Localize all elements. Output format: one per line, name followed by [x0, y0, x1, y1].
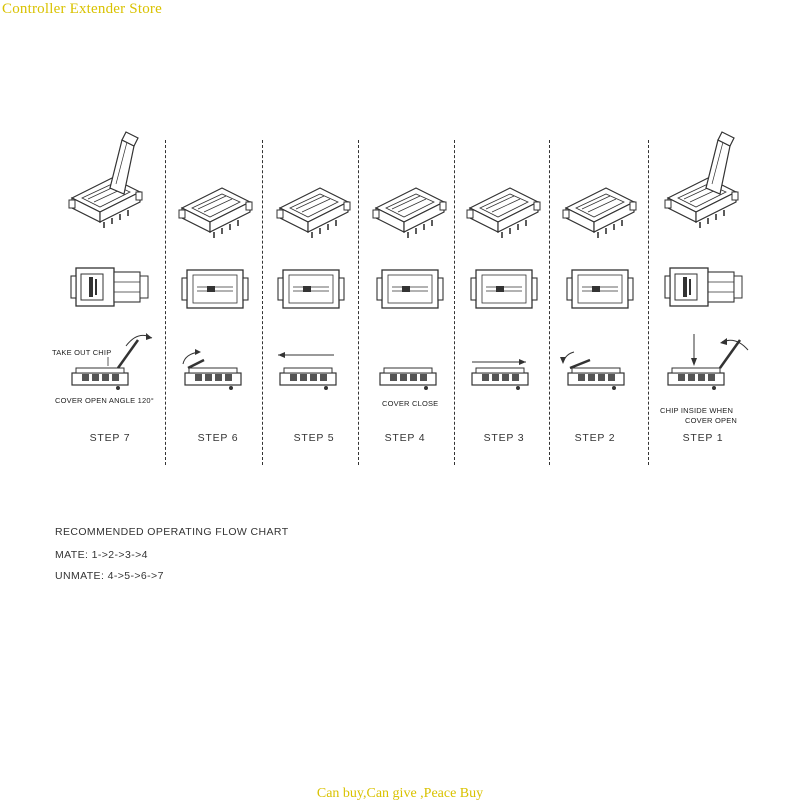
note-cover-open-angle: COVER OPEN ANGLE 120°: [55, 396, 154, 405]
iso-step-2: [563, 188, 636, 238]
iso-step-7: [69, 132, 142, 228]
side-step-4: [380, 368, 436, 390]
flow-chart-unmate: UNMATE: 4->5->6->7: [55, 570, 164, 582]
step-label-6: STEP 6: [197, 432, 239, 444]
iso-step-3: [467, 188, 540, 238]
note-take-out-chip: TAKE OUT CHIP: [52, 348, 112, 357]
note-cover-open: COVER OPEN: [685, 416, 738, 425]
flow-chart-title: RECOMMENDED OPERATING FLOW CHART: [55, 526, 289, 538]
top-step-3: [471, 270, 537, 308]
top-step-6: [182, 270, 248, 308]
side-step-7: [72, 368, 128, 390]
side-step-5: [280, 368, 336, 390]
slogan-watermark: Can buy,Can give ,Peace Buy: [316, 786, 484, 801]
step-label-2: STEP 2: [574, 432, 616, 444]
step-label-1: STEP 1: [682, 432, 724, 444]
note-cover-close: COVER CLOSE: [382, 399, 439, 408]
step-label-4: STEP 4: [384, 432, 426, 444]
side-step-3: [472, 368, 528, 390]
iso-step-6: [179, 188, 252, 238]
top-step-4: [377, 270, 443, 308]
side-step-1: [668, 368, 724, 390]
flow-chart-mate: MATE: 1->2->3->4: [55, 549, 148, 561]
top-step-2: [567, 270, 633, 308]
note-chip-inside: CHIP INSIDE WHEN: [660, 406, 734, 415]
iso-step-5: [277, 188, 350, 238]
step-label-5: STEP 5: [293, 432, 335, 444]
top-step-5: [278, 270, 344, 308]
store-watermark: Controller Extender Store: [2, 1, 162, 17]
step-label-7: STEP 7: [89, 432, 131, 444]
iso-step-1: [665, 132, 738, 228]
side-step-6: [185, 368, 241, 390]
top-step-7: [71, 268, 148, 306]
top-step-1: [665, 268, 742, 306]
step-label-3: STEP 3: [483, 432, 525, 444]
iso-step-4: [373, 188, 446, 238]
side-step-2: [568, 368, 624, 390]
